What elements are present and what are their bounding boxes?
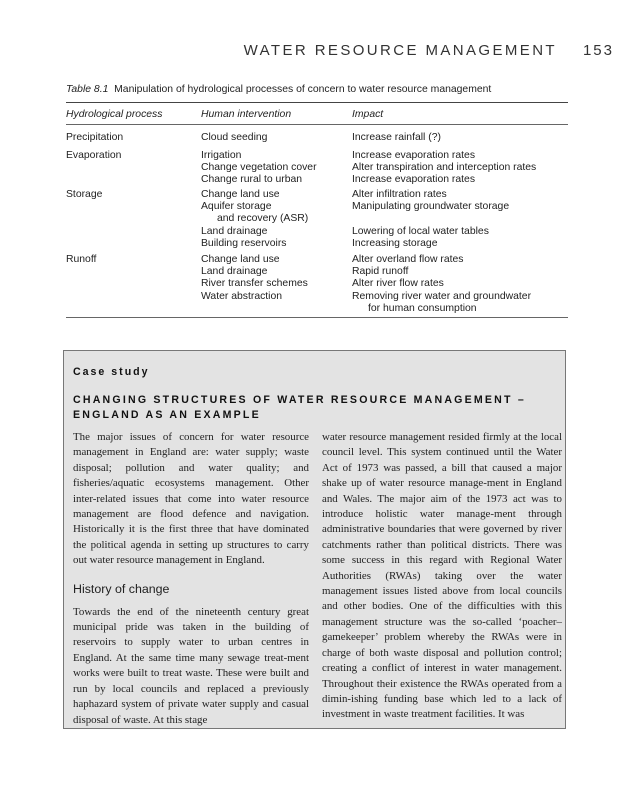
intervention-line: River transfer schemes [201, 278, 308, 290]
column-header-process: Hydrological process [66, 109, 163, 120]
intervention-line: Land drainage [201, 225, 268, 237]
process-cell: Runoff [66, 254, 97, 265]
intervention-line: Change rural to urban [201, 174, 303, 186]
impact-line: Lowering of local water tables [352, 225, 489, 237]
impact-cell [352, 254, 572, 315]
column-header-intervention: Human intervention [201, 109, 292, 120]
impact-line: Manipulating groundwater storage [352, 201, 510, 213]
intervention-line: Aquifer storage [201, 201, 272, 213]
intervention-line: Land drainage [201, 266, 268, 278]
intervention-line: Change land use [201, 254, 280, 265]
impact-line: Increase evaporation rates [352, 150, 476, 161]
intervention-cell [201, 254, 351, 303]
case-study-title: CHANGING STRUCTURES OF WATER RESOURCE MANAGEMENT – ENGLAND AS AN EXAMPLE [73, 394, 526, 421]
impact-line: Alter overland flow rates [352, 254, 464, 265]
intervention-line: Cloud seeding [201, 132, 268, 143]
process-cell: Storage [66, 189, 103, 200]
history-paragraph: Towards the end of the nineteenth century great municipal pride was taken in the building of reservoirs to supply water to urban centres in England. At the same time many sewage treat-ment works were built to treat waste. These were built and run by local councils and replaced a previously haphazard system of private water supply and casual disposal of waste. At this stage [73, 605, 309, 726]
intervention-line: Building reservoirs [201, 237, 287, 249]
intro-paragraph: The major issues of concern for water resource management in England are: water supply; waste disposal; pollution and water quality; and fisheries/aquatic ecosystems management. Other inter-related issues that come into water resource management are flood defence and navigation. Historically it is the first three that have dominated the political agenda in setting up structures to carry out water resource management in England. [73, 431, 309, 567]
case-study-right-column [322, 430, 562, 723]
impact-line: Removing river water and groundwater [352, 290, 532, 302]
intervention-cell [201, 189, 351, 250]
table-top-rule [66, 102, 568, 103]
impact-line: Rapid runoff [352, 266, 409, 278]
impact-line: Alter river flow rates [352, 278, 444, 290]
intervention-line: and recovery (ASR) [217, 213, 309, 225]
intervention-cell [201, 150, 351, 187]
impact-line: Increase evaporation rates [352, 174, 476, 186]
intervention-line: Change vegetation cover [201, 162, 317, 174]
table-caption [66, 84, 586, 95]
intervention-line: Water abstraction [201, 290, 283, 302]
table-bottom-rule [66, 317, 568, 318]
impact-cell [352, 189, 572, 250]
intervention-line: Irrigation [201, 150, 242, 161]
impact-cell [352, 132, 572, 144]
impact-line: Alter infiltration rates [352, 189, 447, 200]
chapter-title: WATER RESOURCE MANAGEMENT [243, 42, 557, 59]
table-header-rule [66, 124, 568, 125]
process-cell: Precipitation [66, 132, 124, 143]
right-column-paragraph: water resource management resided firmly at the local council level. This system continued until the Water Act of 1973 was passed, a bill that caused a major shake up of water resource manage-ment in England and Wales. The major aim of the 1973 act was to introduce holistic water manage-ment through administrative boundaries that were governed by river catchments rather than political districts. There was some success in this regard with Regional Water Authorities (RWAs) taking over the water management issues listed above from local councils and other bodies. One of the difficulties with this management structure was the so-called ‘poacher–gamekeeper’ problem whereby the RWAs were in charge of both waste disposal and pollution control; creating a conflict of interest in water management. Throughout their existence the RWAs operated from a dimin-ishing funding base which led to a lack of investment in waste treatment facilities. It was [322, 431, 562, 721]
impact-cell [352, 150, 572, 187]
table-caption-text: Manipulation of hydrological processes of concern to water resource management [114, 84, 492, 95]
table-caption-label: Table 8.1 [66, 84, 109, 95]
impact-line: Increasing storage [352, 237, 438, 249]
impact-line: Increase rainfall (?) [352, 132, 441, 143]
page-number: 153 [582, 42, 614, 59]
impact-line [352, 213, 572, 225]
case-study-left-column [73, 430, 309, 728]
history-subheading: History of change [73, 581, 170, 596]
intervention-line: Change land use [201, 189, 280, 200]
column-header-impact: Impact [352, 109, 384, 120]
intervention-cell [201, 132, 351, 144]
case-study-label: Case study [73, 366, 150, 378]
process-cell: Evaporation [66, 150, 122, 161]
impact-line: Alter transpiration and interception rates [352, 162, 537, 174]
impact-line: for human consumption [368, 302, 477, 314]
case-study-box [63, 350, 566, 729]
